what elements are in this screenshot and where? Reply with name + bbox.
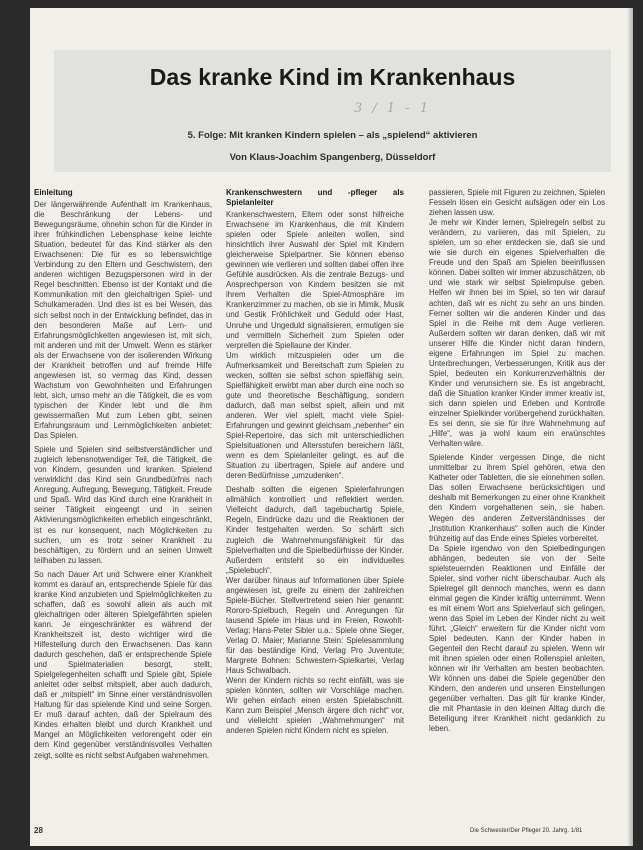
text-column-1 bbox=[34, 188, 212, 818]
paragraph: Spiele und Spielen sind selbstverständlicher und zugleich lebensnotwendiger Teil, die Tätigkeit, die von Kindern, gesunden und kranken. Spielend verwirklicht das Kind sein Grundbedürfnis nach Anregung, Aufregung, Bewegung, Tätigkeit, Freude und Spaß. Wird das Kind durch eine Krankheit in seiner Tätigkeit eingeengt und in seinen Aktivierungsmöglichkeiten erheblich eingeschränkt, ist es nur konsequent, nach Möglichkeiten zu suchen, um es trotz seiner Krankheit zu beschäftigen, zu fördern und an seinen Umwelt teilhaben zu lassen. bbox=[34, 445, 212, 565]
magazine-page bbox=[30, 8, 633, 846]
paragraph: Wer darüber hinaus auf Informationen über Spiele angewiesen ist, greife zu einem der zahlreichen Spiele-Bücher. Stellvertretend seien hier genannt: Rororo-Spielbuch, Regeln und Anregungen für tausend Spiele im Haus und im Freien, Rowohlt-Verlag; Hans-Peter Sibler u.a.: Spiele ohne Sieger, Verlag O. Maier; Marianne Stein: Spielesammlung für das beständige Kind, Verlag Pro Juventute; Margrete Bohnen: Schwestern-Spielkartei, Verlag Haus Schwalbach. bbox=[226, 575, 404, 676]
source-line: Die Schwester/Der Pfleger 20. Jahrg. 1/81 bbox=[470, 828, 583, 834]
section-heading: Einleitung bbox=[34, 188, 73, 197]
text-column-3 bbox=[429, 188, 605, 818]
paragraph: Krankenschwestern, Eltern oder sonst hilfreiche Erwachsene im Krankenhaus, die mit Kindern spielen oder Spiele anleiten wollen, sind hinsichtlich ihrer Auswahl der Spiel mit Kindern gleicherweise Spielpartner. Sie können ebenso gewinnen wie verlieren und sollten dabei offen ihre Gefühle ausdrücken. Als die zentrale Bezugs- und Ansprechperson von Kindern besitzen sie mit ihrem Verhalten die Spiel-Atmosphäre im Krankenzimmer zu machen, ob sie in Mimik, Musik und Gestik Fröhlichkeit und Geduld oder Hast, Unruhe und Ungeduld signalisieren, ermutigen sie und vermitteln Sicherheit zum Spielen oder verprellen die Spiellaune der Kinder. bbox=[226, 210, 404, 350]
paragraph: Der längerwährende Aufenthalt im Krankenhaus, die Beschränkung der Lebens- und Bewegungsräume, ohnehin schon für die Kinder in ihrer frühkindlichen Lebensphase keine leichte Situation, bedeutet für das Kind stärker als den Erwachsenen: Die für es so lebenswichtige Verbindung zu den Eltern und Geschwistern, den anderen wichtigen Bezugspersonen wird in der Regel beschnitten. Ebenso ist der Kontakt und die Kommunikation mit den gleichaltrigen Spiel- und Schulkameraden. Und dies ist es bei Wesen, das sich selbst noch in der Entwicklung befindet, das in den besonderen Maße auf Lern- und Erfahrungsmöglichkeiten angewiesen ist, mit sich, mit anderen und mit der Umwelt. Wenn es stärker als der Erwachsene von der isolierenden Wirkung der Krankheit betroffen und auf fremde Hilfe angewiesen ist, so vermag das Kind, dessen Wachstum von Gewohnheiten und Erfahrungen lebt, sich, umso mehr an die Tätigkeit, die es vom typischen der Kinder lebt und die ihm gewissermaßen Mut zum Leben gibt, seinen Erfahrungsraum und Lernmöglichkeiten anbietet: Das Spielen. bbox=[34, 200, 212, 441]
section-heading: Krankenschwestern und -pfleger als Spielanleiter bbox=[226, 188, 404, 207]
paragraph: passieren, Spiele mit Figuren zu zeichnen, Spielen Fesseln lösen ein Gesicht aufsägen oder ein Los ziehen lassen usw. bbox=[429, 188, 605, 218]
handwritten-note: 3 / 1 - 1 bbox=[354, 101, 432, 116]
article-header bbox=[54, 50, 611, 172]
paragraph: Spielende Kinder vergessen Dinge, die nicht unmittelbar zu ihrem Spiel gehören, etwa den Katheter oder Tabletten, die sie einnehmen sollen. Das sollen Erwachsene berücksichtigen und deshalb mit Bemerkungen zu einer ohne Krankheit den Kindern vorgehaltenen sein, sie haben. Wegen des anderen Zeitverständnisses der „Institution Krankenhaus“ sollen auch die Kinder frühzeitig auf das Ende eines Spieles vorbereitet. bbox=[429, 453, 605, 543]
paragraph: Je mehr wir Kinder lernen, Spielregeln selbst zu verändern, zu variieren, das mit Spielen, zu spielen, um so eher entdecken sie, daß sie und wie sie durch ein eigenes Spielverhalten die Freude und den Spaß am Spielen beeinflussen können. Dabei sollten wir immer abzuschätzen, ob und wie stark wir selbst Spielimpulse geben. Helfen wir ihnen bei im Spiel, so ten wir darauf achten, daß wir es nicht zu sehr an uns binden. Ferner sollten wir die anderen Kinder und das Spiel in die Reihe mit dem Auge verlieren. Außerdem sollten wir daran denken, daß wir mit unserer Hilfe die Kinder nicht daran hindern, eigene Erfahrungen im Spiel zu machen. Unterbrechungen, Verbesserungen, Kritik aus der Spiel, bedeuten ein Konkurrenzverhältnis der Kinder und verunsichern sie. Es ist angebracht, daß die Situation kranker Kinder immer kreativ ist, sich dann spielen und Erleben und Kontrolle einzelner Spielkinder vorübergehend zurückhalten. Es sei denn, sie sie für ihre Wahrnehmung auf „Hilfe“, was ja wohl kaum ein erwünschtes Verhalten wäre. bbox=[429, 218, 605, 449]
paragraph: Deshalb sollten die eigenen Spielerfahrungen allmählich kontrolliert und reflektiert werden. Vielleicht dadurch, daß tagebuchartig Spiele, Regeln, Eindrücke dazu und die Reaktionen der Kinder festgehalten werden. So schärft sich zugleich die Wahrnehmungsfähigkeit für das Spielverhalten und die Spielbedürfnisse der Kinder. Außerdem entsteht so ein individuelles „Spielebuch“. bbox=[226, 485, 404, 575]
paragraph: Wenn der Kindern nichts so recht einfällt, was sie spielen könnten, sollten wir Vorschläge machen. Wir gehen einfach einen ersten Spielabschnitt. Kann zum Beispiel „Mensch ärgere dich nicht“ vor, und vielleicht spielen „Wahrnehmungen“ mit anderen Spielen nicht Kindern nicht es spielen. bbox=[226, 676, 404, 736]
paragraph: So nach Dauer Art und Schwere einer Krankheit kommt es darauf an, entsprechende Spiele für das kranke Kind anzubieten und Spielmöglichkeiten zu schaffen, daß es sowohl allein als auch mit gleichaltrigen oder älteren Spielgefährten spielen kann. Je eingeschränkter es während der Krankheitszeit ist, desto wichtiger wird die Hilfestellung durch den Erwachsenen. Das kann dadurch geschehen, daß er entsprechende Spiele und Spielmaterialien besorgt, stellt, Spielgelegenheiten schafft und Spiele gibt, Spiele anleitet oder selbst mitspielt, aber auch dadurch, daß er „mitspielt“ im Sinne einer verständnisvollen Haltung für das spielende Kind und seine Sorgen. Er muß darauf achten, daß der Spielraum des Kindes erhalten bleibt und durch Krankheit und Mangel an Möglichkeiten verlorengeht oder ein dem Kind gegenüber verständnisvolles Verhalten zeigt, sollte es nicht selbst Aufgaben wahrnehmen. bbox=[34, 569, 212, 760]
page-edge-shadow bbox=[627, 8, 633, 846]
paragraph: Um wirklich mitzuspielen oder um die Aufmerksamkeit und Bereitschaft zum Spielen zu wecken, sollten sie selbst schon spielfähig sein. Spielfähigkeit erwirbt man aber durch eine noch so gute und theoretische Beschäftigung, sondern dadurch, daß man selbst spielt, allein und mit anderen. Wer viel spielt, macht viele Spiel-Erfahrungen und gewinnt gleichsam „nebenher“ ein Spiel-Repertoire, das sich mit unterschiedlichen Spielsituationen und Altersstufen bereichern läßt, wenn es dem Spielanleiter gelingt, es auf die Situation zu übertragen, Spiele auf andere und deren Bedürfnisse „umzudenken“. bbox=[226, 350, 404, 481]
page-number: 28 bbox=[34, 826, 43, 835]
paragraph: Da Spiele irgendwo von den Spielbedingungen abhängen, bedeuten sie von der Seite spielsteuernden Reaktionen und Einfälle der Spieler, sind vorher nicht überschaubar. Auch als Spielregel gilt dennoch manches, wenn es dann einmal gegen die Kinder kräftig unternimmt. Wenn es mit einem Wort ans Spielverlauf sich gelingen, wenn das Spiel im Leben der Kinder nicht zu weit führt. „Gleich“ erweitern für die Kinder nicht vom Spiel bedeuten. Kann der Kinder haben in Gegenteil den Recht darauf zu spielen. Wenn wir mit ihnen spielen oder einen Rollenspiel anleiten, können wir ihr Verhalten am besten beobachten. Wir können uns dabei die Spiele gegenüber den Kindern, den anderen und unseren Einstellungen gegenüber verhalten. Das gilt für kranke Kinder, die mit Phantasie in den kleinen Alltag durch die Beteiligung ihrer Krankheit nicht gedanklich zu leben. bbox=[429, 543, 605, 734]
article-subtitle: 5. Folge: Mit kranken Kindern spielen – als „spielend“ aktivieren bbox=[187, 130, 478, 141]
article-title: Das kranke Kind im Krankenhaus bbox=[149, 64, 516, 90]
article-author: Von Klaus-Joachim Spangenberg, Düsseldorf bbox=[229, 152, 436, 163]
text-column-2 bbox=[226, 188, 404, 818]
